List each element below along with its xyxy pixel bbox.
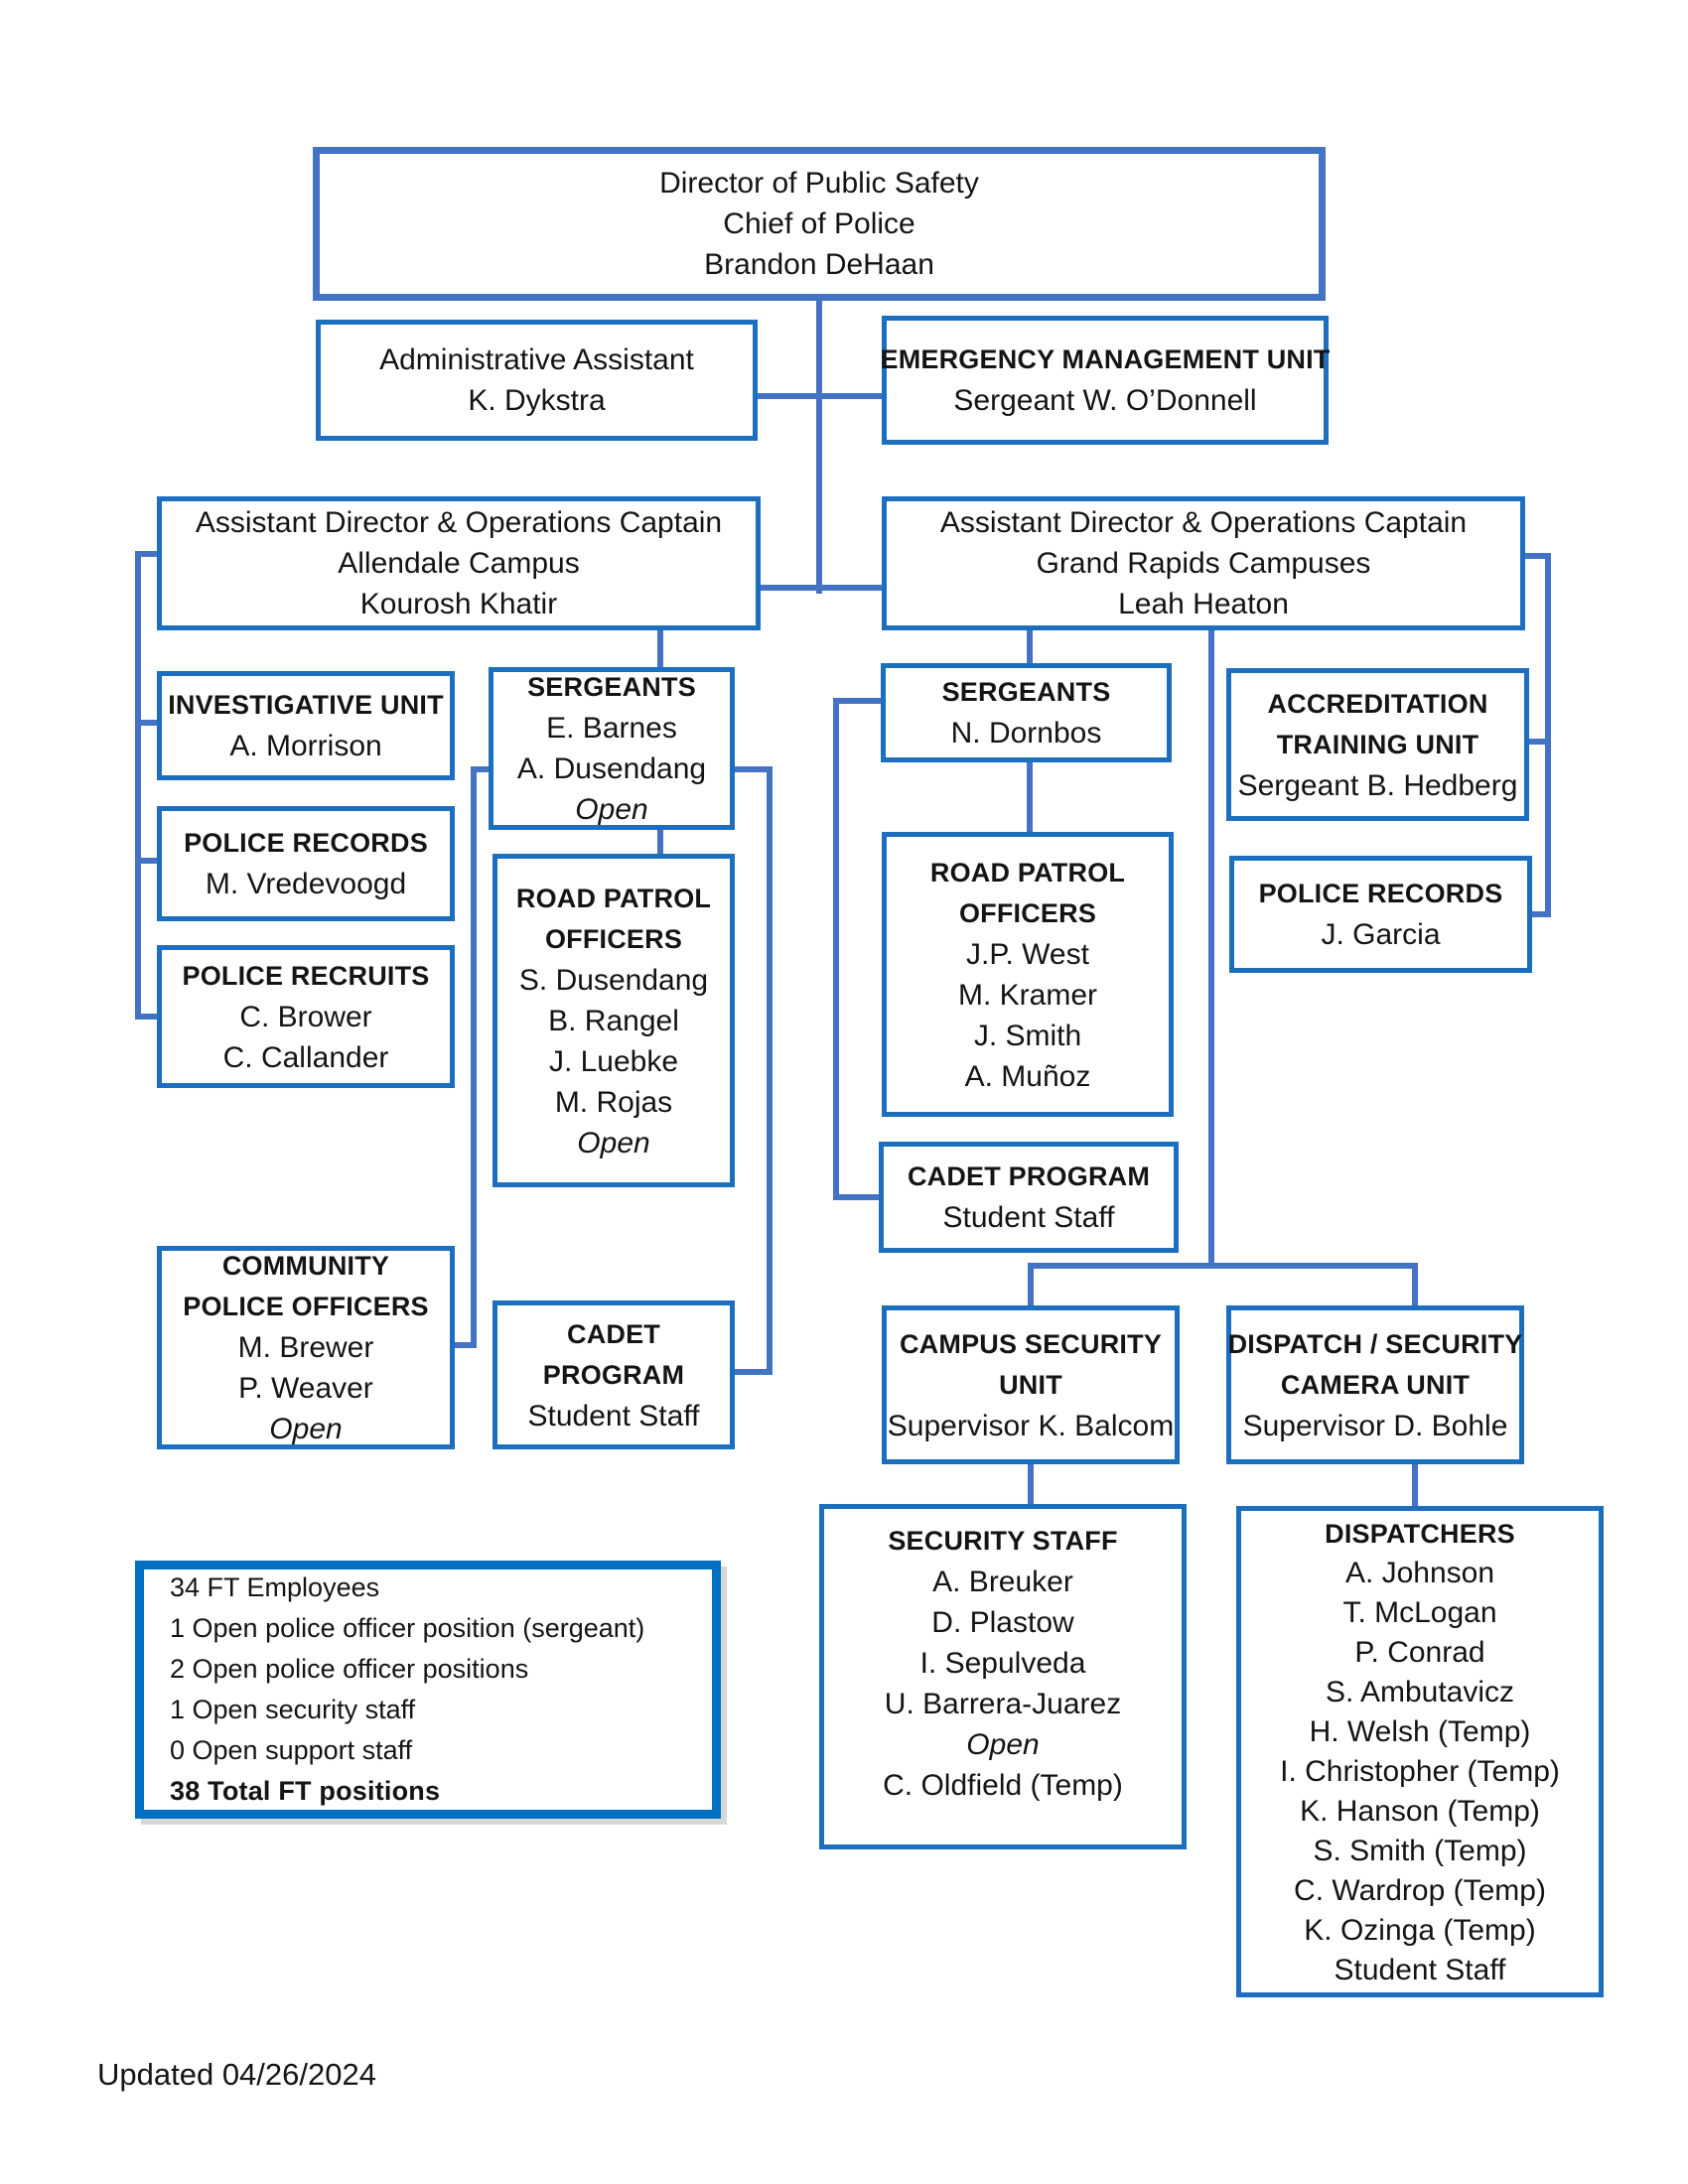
text-line: Student Staff — [942, 1201, 1115, 1234]
text-line: U. Barrera-Juarez — [884, 1688, 1122, 1720]
text-line: Sergeant W. O’Donnell — [953, 384, 1257, 417]
text-line: E. Barnes — [546, 712, 677, 745]
text-line: Grand Rapids Campuses — [1036, 547, 1371, 580]
text-line: A. Morrison — [229, 730, 382, 762]
unit-title-line: ACCREDITATION — [1267, 688, 1488, 719]
unit-title-line: TRAINING UNIT — [1276, 729, 1479, 759]
text-line: Allendale Campus — [338, 547, 580, 580]
unit-title-line: CAMPUS SECURITY — [899, 1328, 1163, 1359]
connector-line — [657, 630, 663, 670]
text-line: K. Hanson (Temp) — [1300, 1794, 1540, 1828]
unit-title-line: ROAD PATROL — [515, 883, 712, 913]
text-line: M. Vredevoogd — [205, 868, 407, 900]
text-line: B. Rangel — [548, 1004, 679, 1037]
org-box-police-recruits — [157, 945, 455, 1088]
text-line: I. Christopher (Temp) — [1280, 1754, 1560, 1788]
connector-line — [135, 551, 141, 1020]
org-box-police-records-allendale — [157, 806, 455, 921]
text-line: 34 FT Employees — [170, 1572, 380, 1602]
text-line: 1 Open police officer position (sergeant) — [170, 1613, 645, 1643]
unit-title-line: CAMERA UNIT — [1280, 1369, 1471, 1400]
org-box-road-patrol-allendale — [492, 854, 735, 1187]
text-line: Brandon DeHaan — [704, 248, 934, 281]
unit-title-line: 38 Total FT positions — [170, 1776, 441, 1806]
org-box-assistant-director-allendale — [157, 496, 761, 630]
text-line: M. Brewer — [237, 1331, 374, 1364]
text-line: C. Callander — [222, 1040, 389, 1074]
connector-line — [1412, 1464, 1418, 1508]
text-line: Leah Heaton — [1118, 588, 1289, 620]
text-line: K. Dykstra — [468, 384, 606, 417]
connector-line — [1027, 630, 1033, 666]
text-line: Open — [269, 1413, 343, 1445]
unit-title-line: DISPATCH / SECURITY — [1227, 1328, 1523, 1359]
connector-line — [833, 1194, 881, 1200]
org-box-sergeants-grand-rapids — [881, 663, 1172, 762]
org-box-administrative-assistant — [316, 320, 758, 441]
unit-title-line: UNIT — [999, 1369, 1062, 1400]
unit-title-line: CADET PROGRAM — [907, 1161, 1151, 1191]
connector-line — [135, 551, 159, 557]
org-box-dispatch-security-camera-unit — [1226, 1305, 1524, 1464]
text-line: Open — [575, 793, 648, 826]
text-line: Chief of Police — [723, 207, 915, 240]
text-line: S. Smith (Temp) — [1313, 1834, 1527, 1867]
connector-line — [735, 1369, 771, 1375]
text-line: Open — [577, 1126, 650, 1160]
text-line: M. Kramer — [957, 978, 1097, 1012]
text-line: T. McLogan — [1342, 1595, 1497, 1629]
text-line: C. Brower — [239, 1000, 372, 1033]
unit-title-line: OFFICERS — [958, 897, 1097, 928]
text-line: Student Staff — [1334, 1953, 1506, 1986]
unit-title-line: SECURITY STAFF — [888, 1526, 1118, 1556]
unit-title-line: COMMUNITY — [221, 1251, 390, 1281]
unit-title-line: EMERGENCY MANAGEMENT UNIT — [880, 344, 1331, 374]
text-line: A. Breuker — [932, 1566, 1073, 1598]
unit-title-line: CADET — [567, 1318, 660, 1349]
text-line: C. Oldfield (Temp) — [883, 1769, 1123, 1802]
text-line: P. Conrad — [1354, 1635, 1485, 1669]
unit-title-line: SERGEANTS — [941, 677, 1111, 707]
org-box-investigative-unit — [157, 671, 455, 780]
connector-line — [1545, 553, 1551, 917]
text-line: S. Dusendang — [518, 963, 709, 997]
connector-line — [1412, 1263, 1418, 1307]
text-line: K. Ozinga (Temp) — [1304, 1913, 1536, 1947]
connector-line — [1027, 762, 1033, 834]
text-line: A. Johnson — [1344, 1556, 1495, 1589]
text-line: Director of Public Safety — [659, 167, 979, 200]
unit-title-line: POLICE RECRUITS — [182, 960, 430, 991]
unit-title-line: SERGEANTS — [527, 672, 696, 702]
text-line: P. Weaver — [238, 1372, 373, 1405]
text-line: N. Dornbos — [950, 717, 1102, 750]
staffing-summary-box — [135, 1561, 721, 1819]
connector-line — [1532, 911, 1551, 917]
updated-date: Updated 04/26/2024 — [97, 2057, 376, 2092]
connector-line — [761, 585, 882, 591]
text-line: Kourosh Khatir — [359, 588, 558, 620]
text-line: I. Sepulveda — [919, 1647, 1086, 1680]
org-box-campus-security-unit — [882, 1305, 1180, 1464]
unit-title-line: OFFICERS — [544, 923, 683, 954]
connector-line — [453, 1342, 475, 1348]
text-line: Open — [966, 1728, 1040, 1761]
text-line: C. Wardrop (Temp) — [1294, 1873, 1546, 1907]
connector-line — [1028, 1263, 1418, 1269]
org-box-police-records-grand-rapids — [1229, 856, 1532, 973]
text-line: J. Smith — [973, 1019, 1082, 1052]
unit-title-line: DISPATCHERS — [1325, 1518, 1515, 1549]
org-box-cadet-program-allendale — [492, 1300, 735, 1449]
connector-line — [657, 830, 663, 857]
connector-line — [1028, 1263, 1034, 1307]
unit-title-line: ROAD PATROL — [929, 857, 1126, 887]
org-box-director — [313, 147, 1326, 301]
connector-line — [758, 393, 882, 399]
text-line: 0 Open support staff — [170, 1735, 413, 1765]
unit-title-line: PROGRAM — [542, 1359, 685, 1390]
connector-line — [833, 698, 839, 1200]
text-line: Student Staff — [527, 1399, 700, 1433]
text-line: 1 Open security staff — [170, 1695, 416, 1724]
org-box-cadet-program-grand-rapids — [879, 1142, 1179, 1253]
connector-line — [471, 766, 477, 1348]
text-line: M. Rojas — [554, 1085, 673, 1119]
org-box-dispatchers — [1236, 1506, 1604, 1997]
connector-line — [135, 858, 159, 864]
text-line: H. Welsh (Temp) — [1309, 1714, 1531, 1748]
connector-line — [135, 1014, 159, 1020]
text-line: Administrative Assistant — [379, 343, 694, 376]
text-line: Sergeant B. Hedberg — [1237, 768, 1518, 802]
text-line: A. Dusendang — [516, 752, 707, 785]
text-line: Assistant Director & Operations Captain — [195, 506, 723, 539]
text-line: J.P. West — [966, 937, 1089, 971]
connector-line — [816, 301, 822, 594]
connector-line — [833, 698, 883, 704]
text-line: Supervisor K. Balcom — [887, 1409, 1175, 1442]
unit-title-line: POLICE RECORDS — [1258, 879, 1503, 908]
org-box-assistant-director-grand-rapids — [882, 496, 1525, 630]
connector-line — [135, 720, 159, 726]
text-line: 2 Open police officer positions — [170, 1654, 529, 1684]
org-box-accreditation-training-unit — [1226, 668, 1529, 821]
text-line: D. Plastow — [931, 1606, 1074, 1639]
text-line: J. Luebke — [548, 1044, 679, 1078]
unit-title-line: POLICE OFFICERS — [183, 1292, 429, 1321]
connector-line — [767, 766, 773, 1375]
connector-line — [1529, 739, 1551, 745]
text-line: J. Garcia — [1321, 918, 1441, 951]
org-box-sergeants-allendale — [489, 667, 735, 830]
connector-line — [1028, 1464, 1034, 1506]
org-box-emergency-management-unit — [882, 316, 1329, 445]
unit-title-line: INVESTIGATIVE UNIT — [168, 690, 444, 720]
text-line: Assistant Director & Operations Captain — [939, 506, 1468, 539]
org-box-road-patrol-grand-rapids — [882, 832, 1174, 1117]
text-line: S. Ambutavicz — [1325, 1675, 1515, 1708]
org-box-community-police-officers — [157, 1246, 455, 1449]
connector-line — [1208, 630, 1214, 1269]
unit-title-line: POLICE RECORDS — [184, 828, 428, 858]
org-box-security-staff — [819, 1504, 1187, 1849]
text-line: A. Muñoz — [964, 1059, 1091, 1093]
text-line: Supervisor D. Bohle — [1242, 1409, 1508, 1442]
